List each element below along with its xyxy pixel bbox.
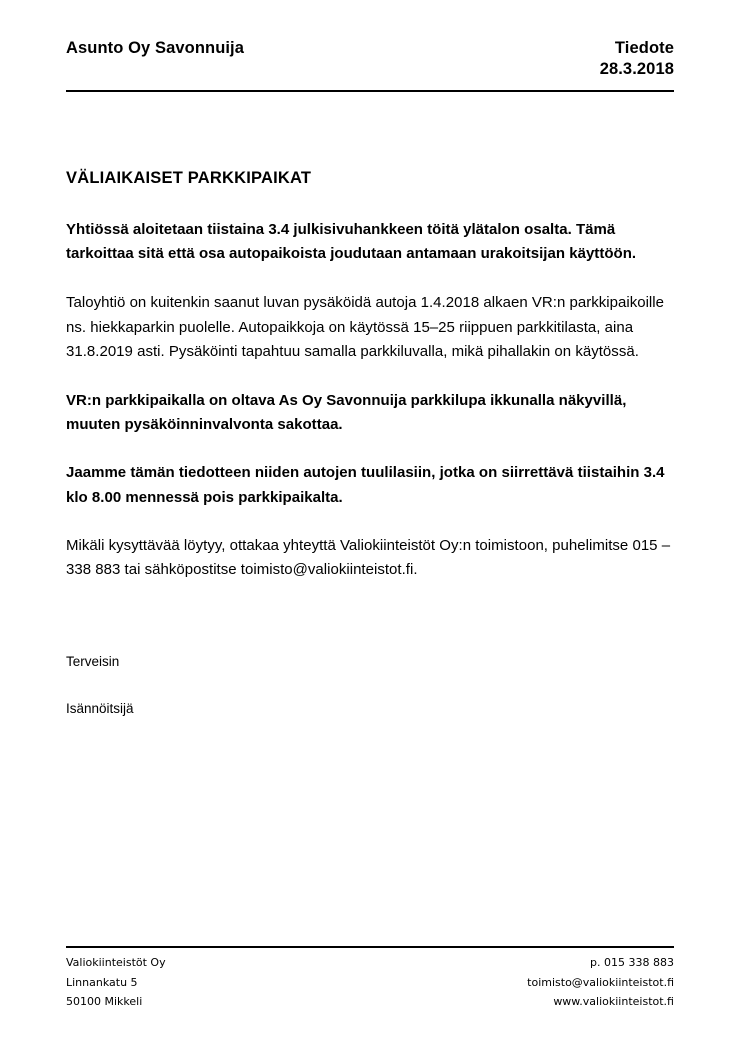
signature-role: Isännöitsijä bbox=[66, 701, 134, 716]
page-title: VÄLIAIKAISET PARKKIPAIKAT bbox=[66, 169, 312, 187]
header-divider bbox=[66, 90, 674, 92]
footer-street: Linnankatu 5 bbox=[66, 975, 138, 989]
footer-email: toimisto@valiokiinteistot.fi bbox=[527, 975, 674, 989]
footer-company: Valiokiinteistöt Oy bbox=[66, 956, 166, 969]
footer-city: 50100 Mikkeli bbox=[66, 995, 143, 1008]
document-type-label: Tiedote bbox=[614, 39, 674, 57]
footer-contact bbox=[527, 953, 674, 1012]
document-footer bbox=[66, 953, 674, 1012]
paragraph-windshield-notice: Jaamme tämän tiedotteen niiden autojen tuulilasiin, jotka on siirrettävä tiistaihin 3.4 klo 8.00 mennessä pois parkkipaikalta. bbox=[66, 464, 665, 506]
paragraph-intro: Yhtiössä aloitetaan tiistaina 3.4 julkisivuhankkeen töitä ylätalon osalta. Tämä tarkoittaa sitä että osa autopaikoista joudutaan antamaan urakoitsijan käyttöön. bbox=[66, 221, 637, 263]
footer-address bbox=[66, 953, 166, 1012]
signature-block bbox=[66, 653, 466, 718]
signature-greeting: Terveisin bbox=[66, 654, 120, 669]
paragraph-contact: Mikäli kysyttävää löytyy, ottakaa yhteyttä Valiokiinteistöt Oy:n toimistoon, puhelimitse 015 – 338 883 tai sähköpostitse toimisto@valiokiinteistot.fi. bbox=[66, 536, 671, 579]
footer-website: www.valiokiinteistot.fi bbox=[553, 995, 674, 1008]
document-header bbox=[66, 38, 674, 80]
footer-divider bbox=[66, 946, 674, 948]
footer-phone: p. 015 338 883 bbox=[590, 956, 674, 969]
paragraph-permit-notice: VR:n parkkipaikalla on oltava As Oy Savonnuija parkkilupa ikkunalla näkyvillä, muuten pysäköinninvalvonta sakottaa. bbox=[66, 392, 627, 434]
header-meta bbox=[600, 38, 674, 80]
company-name: Asunto Oy Savonnuija bbox=[66, 39, 245, 57]
document-body bbox=[66, 168, 674, 607]
document-date: 28.3.2018 bbox=[599, 60, 674, 78]
paragraph-permission: Taloyhtiö on kuitenkin saanut luvan pysäköidä autoja 1.4.2018 alkaen VR:n parkkipaikoille ns. hiekkaparkin puolelle. Autopaikkoja on käytössä 15–25 riippuen parkkitilasta, aina 31.8.2019 asti. Pysäköinti tapahtuu samalla parkkiluvalla, mikä pihallakin on käytössä. bbox=[66, 294, 664, 360]
